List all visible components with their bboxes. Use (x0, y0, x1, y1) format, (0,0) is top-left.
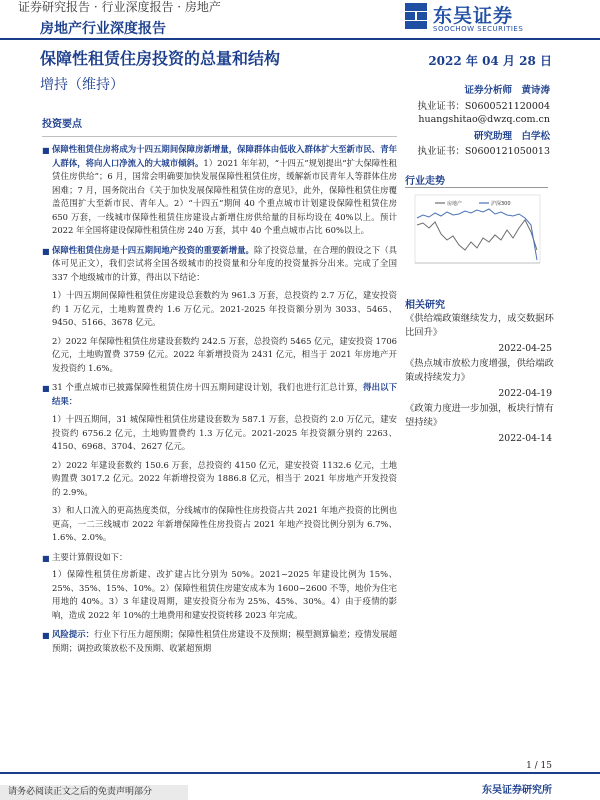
risk-text: 行业下行压力超预期；保障性租赁住房建设不及预期；模型测算偏差；疫情发展超预期；调控政策放松不及预期、收紧超预期 (52, 629, 397, 653)
investment-highlights (42, 115, 397, 655)
assistant-name: 研究助理 白学松 (473, 131, 550, 142)
finding-paragraph: 3）和人口流入的更高热度类似，分线城市的保障性住房投资占共 2021 年地产投资的比例也更高，一二三线城市 2022 年新增保障性住房投资占 2021 年地产投资比例分别为 6.7%、1.6%、2.0%。 (52, 505, 397, 542)
rating: 增持（维持） (40, 77, 124, 93)
series-title: 房地产行业深度报告 (40, 21, 166, 37)
analyst-name: 证券分析师 黄诗涛 (464, 85, 550, 96)
highlight-paragraph (42, 381, 397, 408)
page-number: 1 / 15 (526, 761, 552, 771)
related-item-date: 2022-04-19 (498, 388, 552, 399)
bullet-icon: ■ (42, 553, 50, 563)
bullet-icon: ■ (42, 146, 50, 155)
legend-label-csi300: 沪深300 (491, 201, 511, 207)
assistant-cert: 执业证书：S0600121050013 (417, 146, 550, 157)
bullet-icon: ■ (42, 631, 50, 640)
analyst-email[interactable]: huangshitao@dwzq.com.cn (418, 114, 550, 125)
risk-paragraph (42, 628, 397, 655)
highlight-text: 除了投资总量，在合理的假设之下（具体可见正文），我们尝试将全国各级城市的投资量和分年度的投资量拆分出来。完成了全国 337 个地级城市的计算，得出以下结论： (52, 244, 398, 282)
related-item-link[interactable]: 《热点城市放松力度增强，供给端政策或持续发力》 (405, 358, 554, 383)
footer-rule (0, 772, 600, 774)
chart-frame (415, 195, 540, 263)
related-item-link[interactable]: 《供给端政策继续发力，成交数据环比回升》 (405, 313, 554, 338)
disclaimer-note: 请务必阅读正文之后的免责声明部分 (0, 785, 188, 800)
section-title: 投资要点 (42, 119, 82, 130)
header-rule (0, 38, 600, 40)
related-item-date: 2022-04-14 (498, 433, 552, 444)
risk-label: 风险提示： (52, 629, 95, 639)
category-tag: 证券研究报告 · 行业深度报告 · 房地产 (0, 0, 227, 15)
report-title: 保障性租赁住房投资的总量和结构 (40, 49, 281, 68)
highlight-paragraph (42, 143, 397, 238)
brand-name-cn: 东吴证券 (433, 5, 514, 27)
finding-paragraph: 1）十四五期间保障性租赁住房建设总套数约为 961.3 万套，总投资约 2.7 万亿，建安投资约 1 万亿元，土地购置费约 1.6 万亿元。2021-2025 年投资额分别为 3033、5465、9450、5166、3678 亿元。 (52, 290, 397, 327)
highlight-text: 1）2021 年年初，“十四五”规划提出“扩大保障性租赁住房供给”；6 月，国常会明确要加快发展保障性租赁住房，缓解新市民青年人等群体住房困难；7 月，国务院出台《关于加快发展保障性租赁住房的意见》，此外，保障性租赁住房覆盖范围扩大至新市民、青年人。2）“十四五”期间 40 个重点城市计划建设保障性租赁住房 650 万套，一线城市保障性租赁住房建设占新增住房供给量的目标均设在 40%以上。预计 2022 年全国将建设保障性租赁住房 240 万套，其中 40 个重点城市占比 60%以上。 (52, 157, 397, 235)
report-date: 2022 年 04 月 28 日 (428, 54, 552, 68)
finding-paragraph: 1）十四五期间，31 城保障性租赁住房建设套数为 587.1 万套，总投资约 2.0 万亿元，建安投资约 6756.2 亿元，土地购置费约 1.3 万亿元。2021-2025 年投资额分别约 2263、4150、6968、3704、2627 亿元。 (52, 414, 397, 451)
bullet-icon: ■ (42, 384, 50, 393)
bullet-icon: ■ (42, 246, 50, 256)
highlight-bold: 得出以下结果： (52, 382, 397, 406)
finding-paragraph: 2）2022 年保障性租赁住房建设套数约 242.5 万套，总投资约 5465 亿元，建安投资 1706 亿元，土地购置费 3759 亿元。2022 年新增投资为 2431 亿元，相当于 2021 年房地产开发投资约 1.6%。 (52, 335, 397, 373)
highlight-text: 31 个重点城市已披露保障性租赁住房十四五期间建设计划，我们也进行汇总计算， (52, 382, 364, 392)
assumption-title: 主要计算假设如下： (52, 551, 128, 562)
related-title: 相关研究 (405, 300, 445, 311)
firm-name: 东吴证券研究所 (482, 785, 552, 796)
finding-paragraph: 2）2022 年建设套数约 150.6 万套，总投资约 4150 亿元，建安投资 1132.6 亿元，土地购置费 3017.2 亿元。2022 年新增投资为 1886.8 亿元，相当于 2021 年房地产开发投资的 2.9%。 (52, 459, 397, 497)
legend-label-realestate: 房地产 (447, 201, 463, 207)
related-item-date: 2022-04-25 (498, 343, 552, 354)
assumption-paragraph: 1）保障性租赁住房新建、改扩建占比分别为 50%。2021~2025 年建设比例为 15%、25%、35%、15%、10%。2）保障性租赁住房建安成本为 1600~2600 不等，地价为住宅用地的 40%。3）3 年建设周期，建安投资分布为 25%、45%、30%。4）由于疫情的影响，造成 2022 年 10%的土地费用和建安投资转移 2023 年完成。 (52, 569, 397, 620)
brand-logo (405, 1, 570, 35)
brand-name-en: SOOCHOW SECURITIES (433, 25, 524, 33)
brand-mark-icon (405, 3, 427, 29)
highlight-paragraph (42, 244, 397, 285)
related-item-link[interactable]: 《政策力度进一步加强，板块行情有望持续》 (405, 403, 554, 428)
trend-rule (405, 187, 548, 188)
section-rule (42, 136, 397, 137)
analyst-cert: 执业证书：S0600521120004 (417, 101, 550, 112)
highlight-bold: 保障性租赁住房是十四五期间地产投资的重要新增量。 (52, 244, 254, 255)
trend-chart (405, 190, 548, 275)
highlight-bold: 保障性租赁住房将成为十四五期间保障房新增量，保障群体由低收入群体扩大至新市民、青年人群体，将向人口净流入的大城市倾斜。 (52, 144, 397, 168)
assumption-heading (42, 551, 397, 565)
trend-title: 行业走势 (405, 176, 445, 187)
